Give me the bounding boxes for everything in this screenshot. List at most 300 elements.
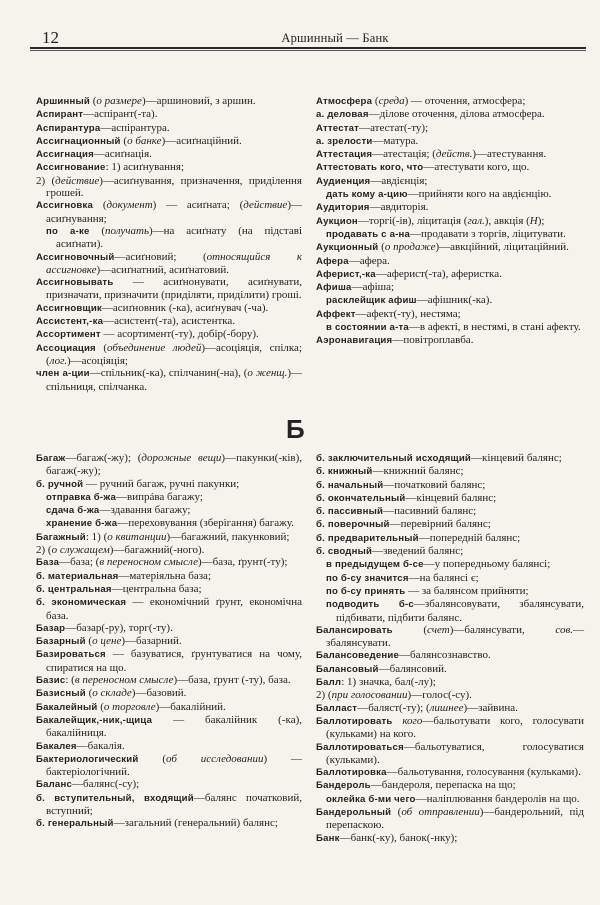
translation: )—асиґнатний, асиґнатовий. (96, 263, 230, 276)
dictionary-entry (36, 328, 302, 341)
usage-note: относящийся к ассигновке (46, 250, 303, 276)
translation: —книжний балянс; (372, 465, 464, 478)
sub-entry (316, 294, 584, 307)
dictionary-entry (36, 792, 302, 818)
translation: )—бандерольний, під перепаскою. (326, 806, 584, 832)
usage-note: получать (105, 224, 149, 237)
translation: —матура. (372, 134, 419, 147)
header-rule (30, 47, 586, 49)
translation: —бакалія. (76, 739, 125, 752)
dictionary-entry (36, 315, 302, 328)
translation: )—зайвина. (463, 701, 518, 714)
headword: Бакалейный (36, 701, 98, 713)
dictionary-entry (36, 199, 302, 225)
translation: —асиґновник (-ка), асиґнувач (-ча). (101, 301, 269, 314)
translation: )—база, ґрунт (-ту), база. (173, 674, 291, 687)
headword: оклейка б-ми чего (326, 793, 416, 805)
usage-note: в переносном смысле (74, 674, 174, 687)
usage-note: действие (55, 174, 100, 187)
headword: Ассортимент (36, 329, 101, 341)
headword: Афера (316, 255, 349, 267)
headword: Ассистент,-ка (36, 316, 104, 328)
translation: ( (391, 806, 402, 819)
headword: Аттестовать кого, что (316, 162, 424, 174)
dictionary-entry (36, 778, 302, 791)
translation: —авдієнція; (370, 174, 428, 187)
usage-note: кого (402, 714, 423, 727)
translation: —торгі(-ів), ліцитація ( (357, 214, 468, 227)
dictionary-entry (36, 817, 302, 830)
sub-entry (316, 598, 584, 624)
headword: Бандерольный (316, 807, 392, 819)
headword: Банк (316, 832, 340, 844)
dictionary-entry (36, 276, 302, 302)
headword: Баллотировать (316, 715, 393, 727)
headword: в состоянии а-та (326, 322, 409, 334)
headword: дать кому а-цию (326, 189, 408, 201)
sub-entry (316, 558, 584, 571)
dictionary-entry (36, 531, 302, 544)
translation: ( (93, 199, 107, 212)
headword: а. зрелости (316, 135, 373, 147)
headword: б. центральная (36, 583, 112, 595)
headword: б. ручной (36, 478, 84, 490)
usage-note: лишнее (429, 701, 464, 714)
translation: )—голос(-су). (407, 689, 472, 702)
translation: )—балянсувати, (449, 623, 556, 636)
dictionary-entry (316, 465, 584, 478)
dictionary-entry (316, 241, 584, 254)
headword: б. пассивный (316, 506, 384, 518)
dictionary-entry (316, 702, 584, 715)
dictionary-entry (316, 201, 584, 214)
translation: )—асоціяція; (67, 354, 128, 367)
headword: Ассоциация (36, 342, 96, 354)
dictionary-entry (36, 701, 302, 714)
headword: Балансовый (316, 663, 379, 675)
translation: —базар(-ру), торг(-ту). (65, 621, 173, 634)
translation: —аспірант(-та). (83, 108, 158, 121)
usage-note: о размере (96, 95, 142, 107)
dictionary-entry (36, 122, 302, 135)
dictionary-entry (316, 505, 584, 518)
dictionary-entry (316, 175, 584, 188)
headword: Бакалейщик,-ник,-щица (36, 714, 153, 726)
headword: б. заключительный исходящий (316, 453, 472, 464)
usage-note: о складе (92, 687, 132, 700)
dictionary-entry (316, 452, 584, 465)
sub-entry (316, 228, 584, 241)
translation: )—базарний. (121, 635, 182, 648)
dictionary-entry (316, 268, 584, 281)
translation: ( (95, 341, 108, 354)
translation: —асиґнація. (93, 148, 152, 161)
dictionary-entry (36, 95, 302, 108)
headword: Балласт (316, 702, 358, 714)
translation: —атестація; ( (372, 148, 436, 161)
dictionary-entry (316, 108, 584, 121)
translation (393, 715, 403, 727)
headword: Аукцион (316, 215, 358, 227)
usage-note: о квитанции (107, 530, 167, 543)
translation: ( (89, 224, 105, 237)
headword: Аукционный (316, 242, 379, 254)
headword: Балансоведение (316, 650, 400, 662)
translation: —афіша; (351, 281, 395, 294)
translation: —балянсовий. (378, 662, 447, 675)
translation: )—база, ґрунт(-ту); (197, 556, 288, 569)
dictionary-entry (316, 492, 584, 505)
sub-entry (36, 504, 302, 517)
dictionary-entry (316, 806, 584, 832)
translation: —бальотувати кого, голосувати (кульками) на кого. (326, 714, 585, 741)
headword: расклейщик афиш (326, 295, 417, 307)
translation: —бандероля, перепаска на що; (370, 779, 516, 792)
translation: —у попередньому балянсі; (423, 558, 551, 571)
dictionary-entry (36, 148, 302, 161)
translation: ) — бактеріологічний. (46, 752, 302, 779)
translation: )—асиґнування, призначення, приділення грошей. (46, 174, 302, 200)
sub-entry (316, 188, 584, 201)
dictionary-entry (316, 215, 584, 228)
headword: Бактериологический (36, 753, 139, 765)
translation: —аферист(-та), аферистка. (375, 267, 502, 280)
usage-note: о торговле (103, 700, 156, 713)
usage-note: гал. (467, 214, 485, 227)
translation: — за балянсом прийняти; (405, 584, 529, 597)
dictionary-entry (36, 674, 302, 687)
headword: Балансировать (316, 624, 393, 636)
translation: —переховування (зберігання) багажу. (117, 517, 294, 530)
headword: Аудитория (316, 202, 370, 214)
headword: Баланс (36, 779, 72, 791)
section-letter: Б (286, 414, 305, 444)
usage-note: о цене (92, 635, 122, 648)
translation: )—асиґнаційний. (161, 134, 242, 147)
dictionary-entry (36, 740, 302, 753)
translation: )—аршиновий, з аршин. (141, 95, 256, 107)
translation: )—асиґнування; (46, 199, 302, 225)
headword: Багажный (36, 531, 86, 543)
dictionary-entry (316, 715, 584, 741)
translation: —баляст(-ту); ( (357, 701, 430, 714)
usage-note: объединение людей (107, 341, 202, 354)
translation: —збалянсовувати, збалянсувати, підбивати, підбити балянс. (336, 598, 584, 624)
translation: ( (378, 241, 385, 254)
headword: б. начальный (316, 479, 384, 491)
headword: продавать с а-на (326, 228, 411, 240)
translation: —початковий балянс; (383, 478, 486, 491)
usage-note: Н (529, 214, 538, 227)
translation: —бальотування, голосування (кульками). (386, 766, 581, 779)
dictionary-entry (36, 583, 302, 596)
headword: Ассигновывать (36, 277, 114, 289)
dictionary-entry (36, 714, 302, 740)
translation: —бальотуватися, голосуватися (кульками). (326, 740, 584, 766)
headword: член а-ции (36, 368, 90, 380)
translation: )—авкційний, ліцитаційний. (435, 241, 569, 254)
usage-note: об отправлении (401, 806, 480, 819)
headword: б. экономическая (36, 597, 127, 609)
translation: —збалянсувати. (326, 623, 584, 650)
headword: б. вступительный, входящий (36, 792, 194, 804)
translation: 2) ( (36, 544, 52, 557)
headword: а. деловая (316, 109, 369, 121)
dictionary-entry (36, 570, 302, 583)
dictionary-entry (36, 342, 302, 368)
headword: Базар (36, 622, 66, 634)
dictionary-entry (316, 308, 584, 321)
translation: ( (89, 95, 97, 107)
translation: ( (85, 687, 93, 700)
headword: хранение б-жа (46, 518, 118, 530)
translation: ( (392, 623, 428, 636)
sub-entry (36, 491, 302, 504)
sub-entry (316, 585, 584, 598)
dictionary-entry (316, 281, 584, 294)
translation: —загальний (генеральний) балянс; (113, 817, 278, 830)
translation: 2) ( (36, 174, 56, 187)
dictionary-entry (316, 255, 584, 268)
headword: База (36, 557, 60, 569)
headword: Ассигновка (36, 200, 94, 212)
translation: ( (138, 752, 167, 765)
usage-note: о банке (127, 134, 162, 147)
translation: —атестувати кого, що. (423, 161, 530, 174)
translation: — бакалійник (-ка), бакалійниця. (46, 713, 302, 740)
usage-note: о служащем (51, 544, 110, 557)
headword: Афиша (316, 282, 352, 294)
column-top-left (36, 95, 302, 393)
headword: сдача б-жа (46, 505, 100, 517)
translation: —в афекті, в нестямі, в стані афекту. (408, 321, 581, 334)
translation: —на балянсі є; (408, 571, 479, 584)
translation: — асиґнонувати, асиґнувати, призначати, призначити (приділяти, приділити) гроші. (46, 276, 302, 302)
usage-note: о продаже (384, 241, 436, 254)
headword: по а-ке (46, 225, 90, 237)
headword: Базис (36, 675, 66, 687)
translation: 2) ( (316, 689, 332, 702)
translation: : 1) асиґнування; (105, 161, 185, 174)
headword: Базироваться (36, 649, 106, 661)
translation: )—пакунки(-ків), багаж(-жу); (46, 452, 302, 478)
dictionary-entry (36, 544, 302, 556)
translation: —наліплювання бандеролів на що. (415, 792, 580, 805)
column-bottom-left (36, 452, 302, 831)
translation: —продавати з торгів, ліцитувати. (410, 227, 566, 240)
translation: —прийняти кого на авдієнцію. (407, 188, 552, 201)
headword: б. генеральный (36, 818, 114, 830)
translation: —пасивний балянс; (383, 505, 477, 518)
translation: —центральна база; (111, 582, 202, 595)
usage-note: в переносном смысле (99, 556, 198, 569)
translation: ( (372, 95, 379, 107)
dictionary-entry (316, 649, 584, 662)
sub-entry (36, 517, 302, 530)
translation: —повітроплавба. (392, 334, 474, 347)
headword: Бандероль (316, 780, 371, 792)
sub-entry (316, 321, 584, 334)
translation: —афішник(-ка). (416, 294, 493, 307)
dictionary-entry (316, 689, 584, 701)
sub-entry (36, 225, 302, 251)
dictionary-entry (36, 367, 302, 393)
usage-note: среда (378, 95, 405, 107)
translation: —балянсознавство. (399, 649, 491, 662)
headword: б. поверочный (316, 519, 390, 531)
translation: )—багажний, пакунковий; (166, 530, 290, 543)
translation: — асортимент(-ту), добір(-бору). (100, 328, 259, 341)
dictionary-entry (316, 479, 584, 492)
translation: )—атестування. (472, 148, 547, 161)
dictionary-entry (316, 122, 584, 135)
headword: Аршинный (36, 96, 90, 107)
dictionary-entry (316, 334, 584, 347)
translation: )—на асиґнату (на підставі асиґнати). (56, 224, 303, 251)
dictionary-entry (36, 648, 302, 674)
translation: : 1) ( (85, 530, 108, 543)
usage-note: лог. (49, 354, 67, 367)
dictionary-entry (36, 302, 302, 315)
headword: Ассигновщик (36, 302, 102, 314)
translation: ( (97, 700, 104, 713)
headword: Аффект (316, 308, 356, 320)
page-number: 12 (42, 28, 59, 47)
dictionary-entry (316, 95, 584, 108)
translation: : ( (65, 674, 75, 687)
translation: ( (85, 635, 93, 648)
dictionary-entry (316, 779, 584, 792)
headword: Аудиенция (316, 175, 371, 187)
headword: подводить б-с (326, 599, 414, 611)
headword: Аферист,-ка (316, 268, 376, 280)
dictionary-entry (316, 663, 584, 676)
headword: Балл (316, 677, 342, 689)
translation: —афект(-ту), нестяма; (355, 307, 461, 320)
dictionary-entry (316, 676, 584, 689)
translation: —ділове оточення, ділова атмосфера. (368, 108, 545, 121)
dictionary-entry (36, 635, 302, 648)
translation: ) — асиґната; ( (152, 199, 244, 212)
translation: : 1) значка, бал(-лу); (341, 676, 436, 689)
translation: — ручний багаж, ручні пакунки; (83, 477, 240, 490)
dictionary-entry (316, 532, 584, 545)
dictionary-entry (316, 518, 584, 531)
translation: —афера. (348, 254, 390, 267)
dictionary-entry (36, 478, 302, 491)
translation: —асиґновий; ( (114, 250, 207, 263)
dictionary-entry (316, 161, 584, 174)
headword: по б-су принять (326, 585, 406, 597)
running-title: Аршинный — Банк (281, 31, 389, 45)
translation: )—багажний(-ного). (109, 544, 205, 557)
dictionary-entry (36, 622, 302, 635)
translation: —атестат(-ту); (359, 121, 429, 134)
headword: Бакалея (36, 740, 77, 752)
headword: Базисный (36, 688, 86, 700)
usage-note: счет (427, 623, 450, 636)
headword: Атмосфера (316, 96, 373, 107)
dictionary-entry (36, 596, 302, 622)
translation: —попередній балянс; (418, 531, 521, 544)
usage-note: действ. (435, 148, 473, 161)
headword: Ассигнование (36, 162, 106, 174)
translation: —кінцевий балянс; (471, 452, 562, 464)
headword: Баллотировка (316, 767, 387, 779)
dictionary-entry (316, 741, 584, 767)
column-top-right (316, 95, 584, 348)
dictionary-entry (316, 832, 584, 845)
translation: —багаж(-жу); ( (65, 452, 142, 464)
headword: б. книжный (316, 466, 373, 478)
translation: )—базовий. (131, 687, 187, 700)
headword: Аттестат (316, 122, 360, 134)
dictionary-entry (36, 135, 302, 148)
headword: Ассигнация (36, 149, 94, 161)
sub-entry (316, 572, 584, 585)
usage-note: действие (243, 199, 288, 212)
headword: Багаж (36, 453, 66, 464)
usage-note: об исследовании (166, 752, 264, 765)
translation: —асистент(-та), асистентка. (103, 315, 236, 328)
translation: )—асоціяція, спілка; ( (46, 341, 302, 367)
dictionary-entry (316, 624, 584, 650)
dictionary-entry (316, 148, 584, 161)
headword: Аэронавигация (316, 335, 393, 347)
translation: —перевірний балянс; (389, 518, 491, 531)
translation: ) — оточення, атмосфера; (404, 95, 526, 107)
headword: Базарный (36, 636, 86, 648)
headword: в предыдущем б-се (326, 559, 424, 571)
dictionary-entry (36, 687, 302, 700)
translation: ); (537, 214, 545, 227)
translation: —зведений балянс; (372, 545, 464, 558)
dictionary-entry (36, 452, 302, 478)
headword: б. окончательный (316, 492, 406, 504)
sub-entry (316, 793, 584, 806)
translation: —матеріяльна база; (118, 569, 211, 582)
usage-note: о женщ. (247, 367, 288, 380)
translation: —спільник(-ка), спілчанин(-на), ( (89, 367, 248, 380)
dictionary-entry (316, 135, 584, 148)
usage-note: сов. (555, 623, 573, 636)
translation: ), авкція ( (484, 214, 530, 227)
dictionary-entry (36, 556, 302, 569)
dictionary-entry (36, 753, 302, 779)
translation: — економічний ґрунт, економічна база. (46, 596, 302, 622)
usage-note: при голосовании (331, 689, 408, 702)
translation: ( (120, 134, 128, 147)
translation: —авдиторія. (369, 201, 429, 214)
dictionary-entry (36, 251, 302, 277)
headword: Аспирант (36, 109, 84, 121)
headword: б. предварительный (316, 532, 419, 544)
dictionary-entry (36, 108, 302, 121)
translation: )—бакалійний. (155, 700, 226, 713)
translation: —балянс(-су); (72, 778, 140, 791)
translation: — базуватися, ґрунтуватися на чому, спиратися на що. (46, 648, 302, 674)
translation: —здавання багажу; (99, 504, 191, 517)
headword: Аттестация (316, 149, 373, 161)
header-rule-thin (30, 50, 586, 51)
translation: —кінцевий балянс; (405, 491, 497, 504)
translation: )—спільниця, спілчанка. (46, 367, 303, 393)
usage-note: документ (106, 199, 153, 212)
translation: —балянс початковий, вступний; (46, 791, 303, 818)
translation: —аспірантура. (100, 121, 170, 134)
translation: —банк(-ку), банок(-нку); (339, 831, 458, 844)
headword: Ассигнационный (36, 135, 121, 147)
